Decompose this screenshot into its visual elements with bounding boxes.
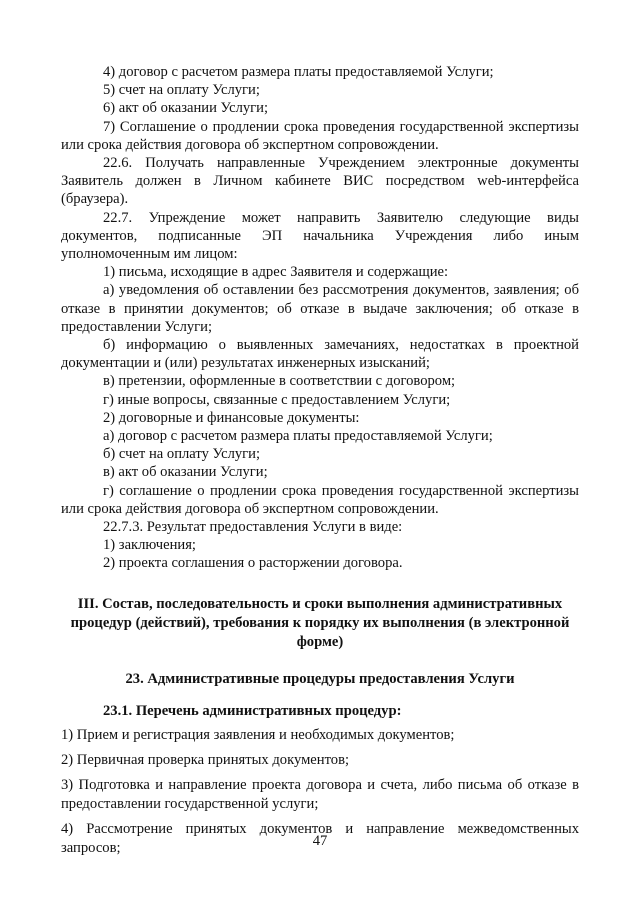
list-item: 1) Прием и регистрация заявления и необходимых документов; (61, 727, 455, 744)
paragraph: в) претензии, оформленные в соответствии с договором; (103, 373, 456, 390)
paragraph: 22.7.3. Результат предоставления Услуги в виде: (103, 519, 403, 536)
paragraph: б) счет на оплату Услуги; (103, 446, 261, 463)
paragraph: а) уведомления об оставлении без рассмотрения документов, заявления; об отказе в принятии документов; об отказе в выдаче заключения; об отказе в предоставлении Услуги; (61, 282, 579, 335)
subheading-2: 23.1. Перечень административных процедур: (103, 702, 402, 719)
subheading: 23. Административные процедуры предоставления Услуги (125, 670, 515, 687)
paragraph: 22.7. Упреждение может направить Заявителю следующие виды документов, подписанные ЭП начальника Учреждения либо иным уполномоченным им лицом: (61, 209, 579, 263)
paragraph: 2) проекта соглашения о расторжении договора. (103, 555, 403, 572)
paragraph: в) акт об оказании Услуги; (103, 464, 268, 481)
list-item: 4) Рассмотрение принятых документов и направление межведомственных запросов; (61, 821, 579, 857)
paragraph: а) договор с расчетом размера платы предоставляемой Услуги; (103, 428, 493, 445)
paragraph: 22.6. Получать направленные Учреждением электронные документы Заявитель должен в Личном кабинете ВИС посредством web-интерфейса (браузера). (61, 155, 579, 208)
paragraph: г) иные вопросы, связанные с предоставлением Услуги; (103, 391, 451, 408)
section-heading: III. Состав, последовательность и сроки выполнения административных процедур (действий), требования к порядку их выполнения (в электронной форме) (70, 595, 570, 650)
paragraph: 6) акт об оказании Услуги; (103, 100, 269, 117)
document-body (61, 63, 579, 864)
page-number: 47 (312, 833, 328, 849)
list-item: 2) Первичная проверка принятых документов; (61, 752, 350, 769)
paragraph: 1) письма, исходящие в адрес Заявителя и содержащие: (103, 264, 449, 281)
paragraph: 2) договорные и финансовые документы: (103, 409, 360, 426)
paragraph: 5) счет на оплату Услуги; (103, 82, 260, 99)
paragraph: г) соглашение о продлении срока проведения государственной экспертизы или срока действия договора об экспертном сопровождении. (61, 482, 579, 517)
list-item: 3) Подготовка и направление проекта договора и счета, либо письма об отказе в предоставлении государственной услуги; (61, 777, 579, 813)
paragraph: 7) Соглашение о продлении срока проведения государственной экспертизы или срока действия договора об экспертном сопровождении. (61, 118, 579, 153)
paragraph: 1) заключения; (103, 537, 196, 554)
paragraph: б) информацию о выявленных замечаниях, недостатках в проектной документации и (или) результатах инженерных изысканий; (61, 337, 579, 372)
paragraph: 4) договор с расчетом размера платы предоставляемой Услуги; (103, 64, 494, 80)
